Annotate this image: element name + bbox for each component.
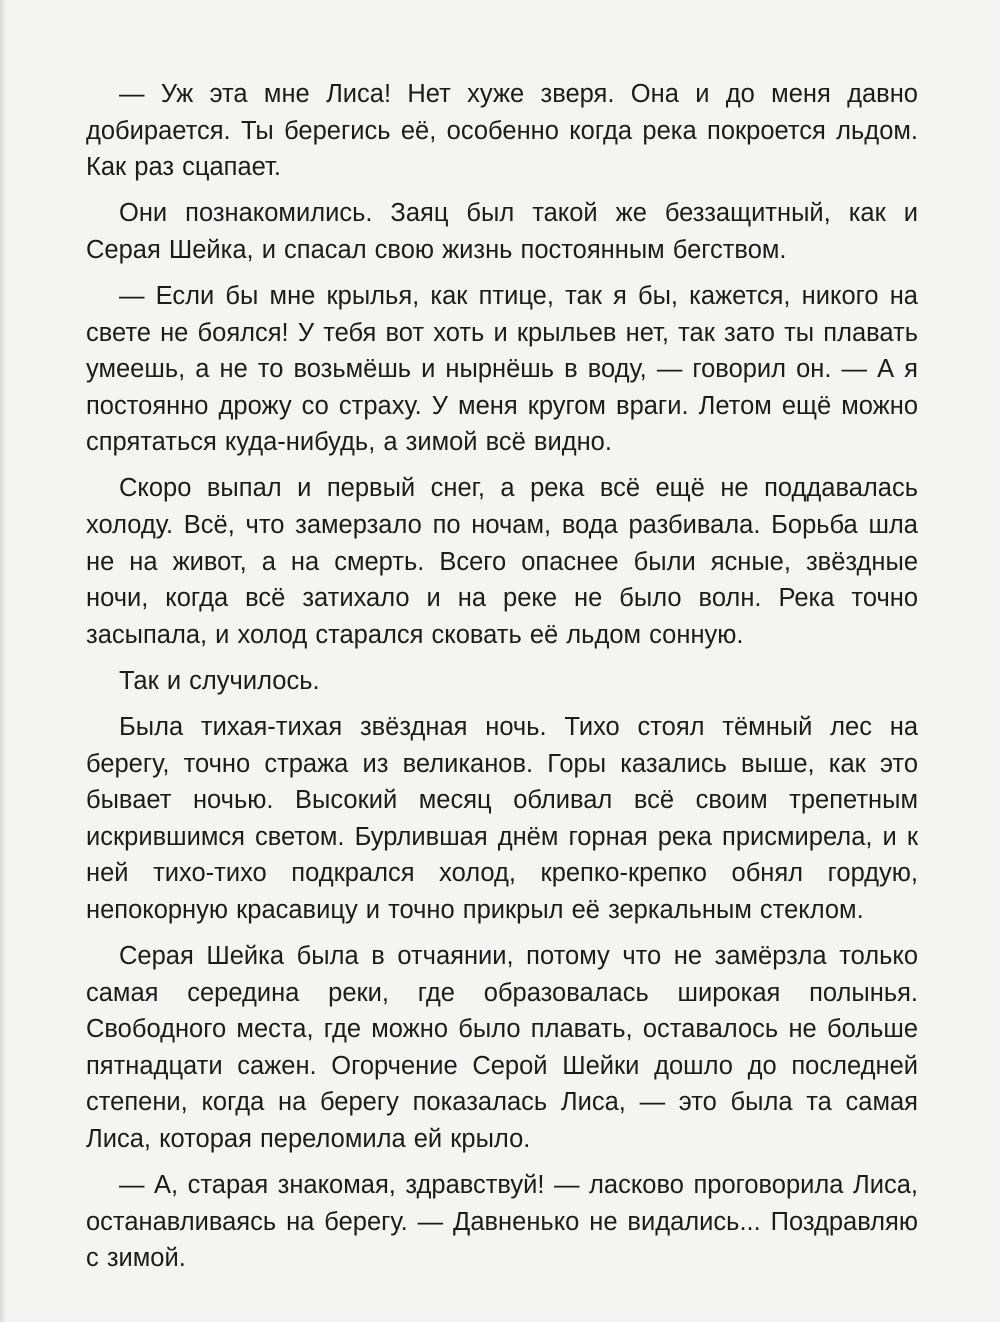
paragraph: — Если бы мне крылья, как птице, так я бы, кажется, никого на свете не боялся! У тебя вот хоть и крыльев нет, так зато ты плавать умеешь, а не то возьмёшь и нырнёшь в воду, — говорил он. — А я постоянно дрожу со страху. У меня кругом враги. Летом ещё можно спрятаться куда-нибудь, а зимой всё видно. <box>86 281 918 457</box>
paragraph: Была тихая-тихая звёздная ночь. Тихо стоял тёмный лес на берегу, точно стража из великанов. Горы казались выше, как это бывает ночью. Высокий месяц обливал всё своим трепетным искрившимся светом. Бурлившая днём горная река присмирела, и к ней тихо-тихо подкрался холод, крепко-крепко обнял гордую, непокорную красавицу и точно прикрыл её зеркальным стеклом. <box>86 713 918 924</box>
paragraph: Скоро выпал и первый снег, а река всё ещё не поддавалась холоду. Всё, что замерзало по ночам, вода разбивала. Борьба шла не на живот, а на смерть. Всего опаснее были ясные, звёздные ночи, когда всё затихало и на реке не было волн. Река точно засыпала, и холод старался сковать её льдом сонную. <box>86 474 918 649</box>
paragraph: Так и случилось. <box>119 666 320 695</box>
paragraph: — А, старая знакомая, здравствуй! — ласково проговорила Лиса, останавливаясь на берегу. — Давненько не видались... Поздравляю с зимой. <box>86 1171 918 1273</box>
paragraph: Серая Шейка была в отчаянии, потому что не замёрзла только самая середина реки, где образовалась широкая полынья. Свободного места, где можно было плавать, оставалось не больше пятнадцати сажен. Огорчение Серой Шейки дошло до последней степени, когда на берегу показалась Лиса, — это была та самая Лиса, которая переломила ей крыло. <box>86 942 918 1154</box>
page-edge-shadow <box>0 0 6 1322</box>
body-text <box>86 76 918 1277</box>
paragraph: Они познакомились. Заяц был такой же беззащитный, как и Серая Шейка, и спасал свою жизнь постоянным бегством. <box>86 199 918 264</box>
paragraph: — Уж эта мне Лиса! Нет хуже зверя. Она и до меня давно добирается. Ты берегись её, особенно когда река покроется льдом. Как раз сцапает. <box>86 80 918 182</box>
